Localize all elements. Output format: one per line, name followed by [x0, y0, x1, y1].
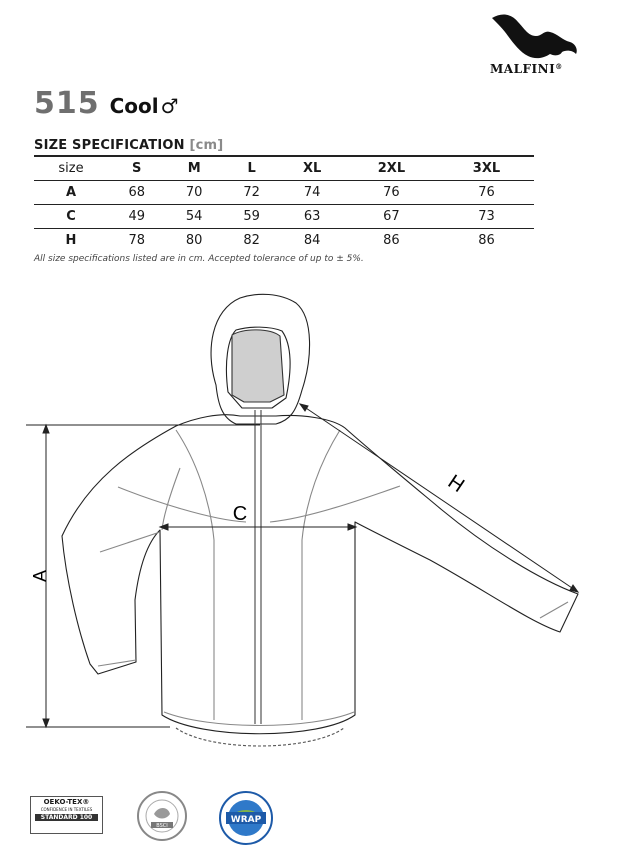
header-size-label: size: [34, 156, 108, 181]
brand-name: MALFINI®: [490, 62, 563, 76]
row-label: C: [34, 205, 108, 229]
label-h: H: [443, 470, 469, 498]
table-cell: 73: [439, 205, 534, 229]
spec-title: SIZE SPECIFICATION [cm]: [34, 138, 224, 153]
header-size: 2XL: [344, 156, 439, 181]
table-cell: 80: [185, 233, 203, 248]
jacket-outline: [62, 415, 578, 734]
oeko-tex-badge: OEKO-TEX® CONFIDENCE IN TEXTILES STANDARD 100: [30, 796, 103, 834]
table-cell: 86: [478, 233, 495, 248]
table-cell: 86: [383, 233, 400, 248]
header-size: M: [165, 156, 222, 181]
table-cell: 54: [165, 205, 222, 229]
product-code: 515: [34, 86, 100, 121]
row-label: H: [65, 233, 77, 248]
product-name: Cool: [109, 94, 159, 118]
header-size: L: [223, 156, 280, 181]
table-cell: 78: [128, 233, 145, 248]
row-label: A: [34, 181, 108, 205]
svg-text:WRAP: WRAP: [230, 815, 262, 825]
table-row: [34, 181, 534, 205]
label-c: C: [232, 503, 248, 525]
size-table: [34, 155, 534, 252]
table-row: [34, 229, 534, 253]
bsci-badge: [136, 790, 188, 842]
table-cell: 76: [439, 181, 534, 205]
dimension-a: [26, 425, 260, 727]
label-a: A: [30, 569, 50, 583]
dimension-c: [160, 524, 356, 530]
table-cell: 68: [108, 181, 165, 205]
table-cell: 76: [344, 181, 439, 205]
header-size: S: [108, 156, 165, 181]
male-icon: ♂: [160, 94, 179, 118]
tolerance-note: All size specifications listed are in cm. Accepted tolerance of up to ± 5%.: [34, 254, 364, 264]
table-row: [34, 205, 534, 229]
table-cell: 82: [243, 233, 260, 248]
header-size: 3XL: [439, 156, 534, 181]
table-cell: 84: [303, 233, 321, 248]
table-cell: 72: [223, 181, 280, 205]
table-cell: 67: [344, 205, 439, 229]
table-header-row: [34, 156, 534, 181]
table-cell: 70: [165, 181, 222, 205]
svg-text:BSCI: BSCI: [156, 823, 168, 829]
table-cell: 49: [108, 205, 165, 229]
table-cell: 63: [280, 205, 344, 229]
wrap-badge: [218, 790, 274, 846]
dimension-h: [300, 404, 578, 592]
table-cell: 74: [280, 181, 344, 205]
jacket-diagram: [0, 280, 617, 780]
header-size: XL: [280, 156, 344, 181]
product-title: [34, 86, 179, 121]
table-cell: 59: [223, 205, 280, 229]
